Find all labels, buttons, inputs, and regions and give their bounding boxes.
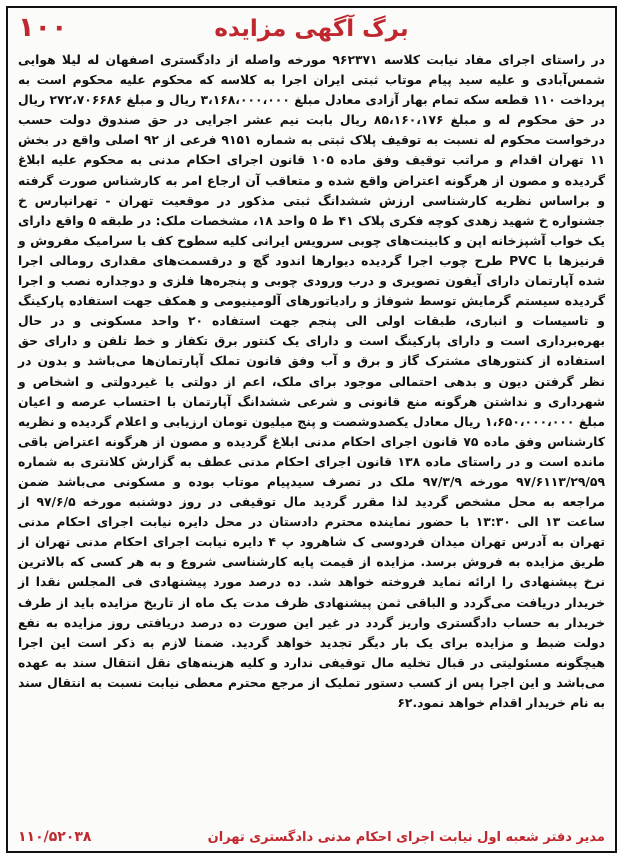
signature-line: مدیر دفتر شعبه اول نیابت اجرای احکام مدنی دادگستری تهران	[207, 830, 605, 845]
notice-frame	[6, 6, 617, 853]
notice-header	[8, 8, 615, 48]
notice-body	[18, 50, 605, 811]
notice-number-badge: ۱۰۰	[18, 12, 68, 43]
reference-code: ۱۱۰/۵۲۰۳۸	[18, 829, 92, 845]
notice-title: برگ آگهی مزایده	[214, 16, 409, 42]
notice-body-text: در راستای اجرای مفاد نیابت کلاسه ۹۶۲۳۷۱ مورخه واصله از دادگستری اصفهان له لیلا هوایی شمس‌آبادی و علیه سید پیام موتاب ثبتی ایران اجرا به کلاسه که محکوم علیه محکوم است به پرداخت ۱۱۰ قطعه سکه تمام بهار آزادی معادل مبلغ ۳،۱۶۸،۰۰۰،۰۰۰ ریال و مبلغ ۲۷۲،۷۰۶۶۸۶ ریال در حق محکوم له و مبلغ ۸۵،۱۶۰،۱۷۶ ریال بابت نیم عشر اجرایی در حق صندوق دولت حسب درخواست محکوم له نسبت به توقیف پلاک ثبتی به شماره ۹۱۵۱ فرعی از ۹۲ اصلی واقع در بخش ۱۱ تهران اقدام و مراتب توقیف وفق ماده ۱۰۵ قانون اجرای احکام مدنی به محکوم علیه ابلاغ گردیده و مصون از هرگونه اعتراض واقع شده و متعاقب آن ارجاع امر به کارشناس صورت گرفته و براساس نظریه کارشناسی ارزش ششدانگ ثبتی مذکور در موقعیت تهران - تهرانپارس خ جشنواره خ شهید زهدی کوچه فکری پلاک ۴۱ ط ۵ واحد ۱۸، مشخصات ملک: در طبقه ۵ واقع دارای یک خواب آشپزخانه اپن و کابینت‌های چوبی سرویس ایرانی کلیه سطوح کف با سرامیک مفروش و قرنیزها با PVC طرح چوب اجرا گردیده دیوارها اندود گچ و درقسمت‌های مقداری رومالی اجرا شده آپارتمان دارای آیفون تصویری و درب ورودی چوبی و پنجره‌ها فلزی و دوجداره نصب و اجرا گردیده سیستم گرمایش توسط شوفاژ و رادیاتورهای آلومینیومی و همکف جهت استفاده پارکینگ و تاسیسات و انباری، طبقات اولی الی پنجم جهت استفاده ۲۰ واحد مسکونی و در حال بهره‌برداری است و دارای پارکینگ است و دارای یک کنتور برق تکفاز و خط تلفن و دارای حق استفاده از کنتورهای مشترک گاز و برق و آب وفق قانون تملک آپارتمان‌ها می‌باشد و بدون در نظر گرفتن دیون و بدهی احتمالی موجود برای ملک، اعم از دولتی یا غیردولتی و اشخاص و شهرداری و نداشتن هرگونه منع قانونی و شرعی ششدانگ آپارتمان با احتساب عرصه و اعیان مبلغ ۱،۶۵۰،۰۰۰،۰۰۰ ریال معادل یکصدوشصت و پنج میلیون تومان ارزیابی و اعلام گردیده و نظریه کارشناس وفق ماده ۷۵ قانون اجرای احکام مدنی ابلاغ گردیده و مصون از هرگونه اعتراض باقی مانده است و در راستای ماده ۱۳۸ قانون اجرای احکام مدنی عطف به گزارش کلانتری به شماره ۹۷/۶۱۱۳/۲۹/۵۹ مورخه ۹۷/۳/۹ ملک در تصرف سیدپیام موتاب بوده و مسکونی می‌باشد ضمن مراجعه به محل مشخص گردید لذا مقرر گردید مال توقیفی در روز دوشنبه مورخه ۹۷/۶/۵ از ساعت ۱۳ الی ۱۳:۳۰ با حضور نماینده محترم دادستان در محل دایره نیابت اجرای احکام مدنی تهران به آدرس تهران میدان فردوسی ک شاهرود پ ۴ دایره نیابت اجرای احکام مدنی تهران از طریق مزایده به فروش برسد. مزایده از قیمت پایه کارشناسی شروع و به هر کسی که بالاترین نرخ پیشنهادی را ارائه نماید فروخته خواهد شد. ده درصد مورد پیشنهادی فی المجلس نقدا از خریدار دریافت می‌گردد و الباقی ثمن پیشنهادی ظرف مدت یک ماه از تاریخ مزایده باید از طرف خریدار به حساب دادگستری واریز گردد در غیر این صورت ده درصد دریافتی روز مزایده به نفع دولت ضبط و مزایده برای یک بار دیگر تجدید خواهد گردید. ضمنا لازم به ذکر است این اجرا هیچگونه مسئولیتی در قبال تخلیه مال توقیفی ندارد و کلیه هزینه‌های نقل انتقال سند به عهده می‌باشد و این اجرا پس از کسب دستور تملیک از مرجع محترم معطی نیابت نسبت به انتقال سند به نام خریدار اقدام خواهد نمود.۶۲	[18, 53, 606, 710]
notice-footer	[18, 819, 605, 847]
